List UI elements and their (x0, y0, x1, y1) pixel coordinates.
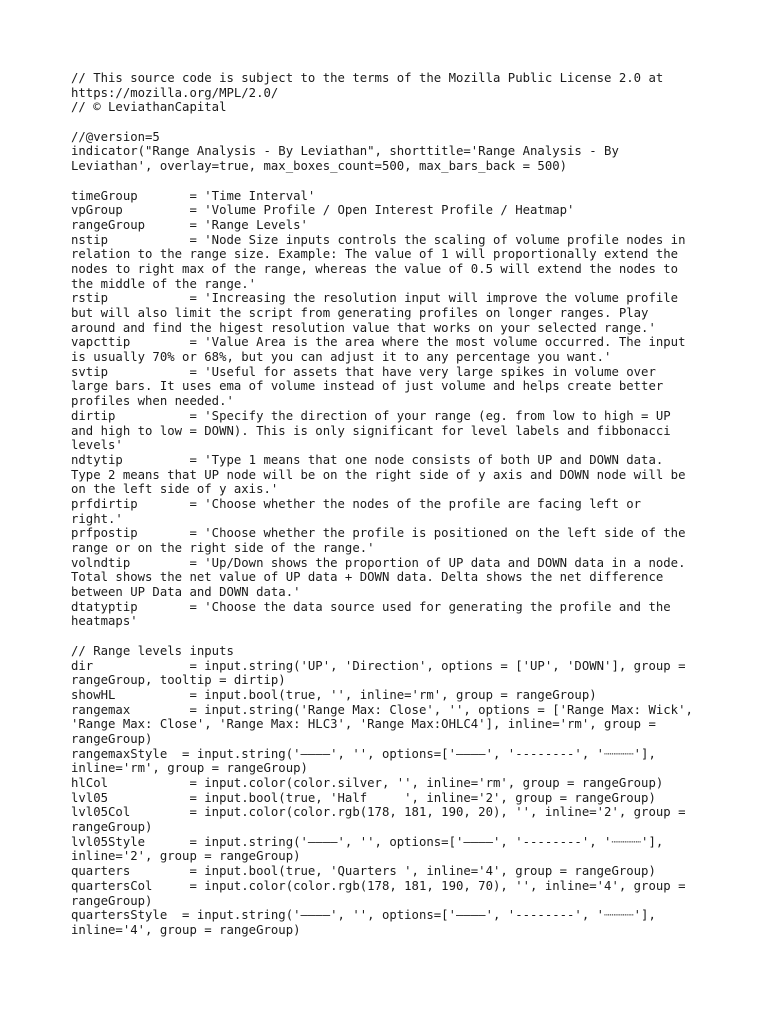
code-line: rangemaxStyle = input.string('————', '', options=['————', '--------', '┈┈┈┈'], (71, 746, 656, 761)
code-line: ndtytip = 'Type 1 means that one node consists of both UP and DOWN data. (71, 452, 664, 467)
code-line: volndtip = 'Up/Down shows the proportion of UP data and DOWN data in a node. (71, 555, 686, 570)
code-line: inline='4', group = rangeGroup) (71, 922, 301, 937)
code-line: dir = input.string('UP', 'Direction', options = ['UP', 'DOWN'], group = (71, 658, 686, 673)
code-line: large bars. It uses ema of volume instead of just volume and helps create better (71, 379, 664, 394)
code-line: hlCol = input.color(color.silver, '', inline='rm', group = rangeGroup) (71, 776, 664, 790)
code-line: nodes to right max of the range, whereas the value of 0.5 will extend the nodes to (71, 261, 679, 276)
code-line: lvl05 = input.bool(true, 'Half ', inline='2', group = rangeGroup) (71, 790, 656, 805)
blank-line (71, 115, 711, 130)
code-line: dtatyptip = 'Choose the data source used for generating the profile and the (71, 599, 671, 614)
blank-line (71, 629, 711, 644)
code-line: is usually 70% or 68%, but you can adjust it to any percentage you want.' (71, 350, 612, 365)
code-line: rangeGroup = 'Range Levels' (71, 217, 308, 232)
code-line: quartersCol = input.color(color.rgb(178, 181, 190, 70), '', inline='4', group = (71, 878, 686, 893)
code-line: https://mozilla.org/MPL/2.0/ (71, 85, 279, 100)
blank-line (71, 174, 711, 189)
code-line: rangeGroup) (71, 893, 153, 908)
code-line: quarters = input.bool(true, 'Quarters ', inline='4', group = rangeGroup) (71, 864, 656, 879)
code-line: quartersStyle = input.string('————', '', options=['————', '--------', '┈┈┈┈'], (71, 908, 656, 923)
code-line: the middle of the range.' (71, 276, 257, 291)
code-line: rangeGroup, tooltip = dirtip) (71, 673, 286, 688)
code-line: range or on the right side of the range.' (71, 541, 375, 555)
code-line: lvl05Style = input.string('————', '', options=['————', '--------', '┈┈┈┈'], (71, 834, 664, 849)
code-line: // © LeviathanCapital (71, 100, 227, 115)
code-line: between UP Data and DOWN data.' (71, 585, 301, 600)
code-line: rangeGroup) (71, 731, 153, 746)
code-line: rangeGroup) (71, 820, 153, 835)
code-line: rangemax = input.string('Range Max: Close', '', options = ['Range Max: Wick', (71, 702, 693, 717)
code-line: timeGroup = 'Time Interval' (71, 188, 316, 203)
code-line: heatmaps' (71, 614, 138, 629)
code-line: prfdirtip = 'Choose whether the nodes of the profile are facing left or (71, 496, 642, 511)
code-line: showHL = input.bool(true, '', inline='rm', group = rangeGroup) (71, 687, 597, 702)
code-line: 'Range Max: Close', 'Range Max: HLC3', 'Range Max:OHLC4'], inline='rm', group = (71, 717, 656, 732)
code-line: svtip = 'Useful for assets that have very large spikes in volume over (71, 364, 656, 379)
code-line: profiles when needed.' (71, 394, 234, 409)
code-line: //@version=5 (71, 129, 160, 144)
code-line: // This source code is subject to the terms of the Mozilla Public License 2.0 at (71, 71, 664, 85)
code-line: rstip = 'Increasing the resolution input will improve the volume profile (71, 291, 679, 306)
code-line: // Range levels inputs (71, 643, 234, 658)
code-line: prfpostip = 'Choose whether the profile is positioned on the left side of the (71, 526, 686, 541)
code-line: dirtip = 'Specify the direction of your range (eg. from low to high = UP (71, 408, 671, 423)
code-line: inline='2', group = rangeGroup) (71, 849, 301, 864)
code-line: levels' (71, 438, 123, 453)
code-line: Type 2 means that UP node will be on the right side of y axis and DOWN node will be (71, 467, 686, 482)
code-line: on the left side of y axis.' (71, 482, 279, 497)
code-line: inline='rm', group = rangeGroup) (71, 761, 308, 776)
code-line: indicator("Range Analysis - By Leviathan", shorttitle='Range Analysis - By (71, 144, 619, 159)
code-line: but will also limit the script from generating profiles on longer ranges. Play (71, 306, 649, 320)
code-line: relation to the range size. Example: The value of 1 will proportionally extend the (71, 247, 679, 262)
code-line: right.' (71, 511, 123, 526)
code-line: and high to low = DOWN). This is only significant for level labels and fibbonacci (71, 423, 671, 438)
code-line: nstip = 'Node Size inputs controls the scaling of volume profile nodes in (71, 232, 686, 247)
code-document (71, 71, 711, 938)
code-line: Leviathan', overlay=true, max_boxes_count=500, max_bars_back = 500) (71, 159, 568, 174)
code-line: around and find the higest resolution value that works on your selected range.' (71, 320, 656, 335)
code-line: vapcttip = 'Value Area is the area where the most volume occurred. The input (71, 335, 686, 350)
code-line: lvl05Col = input.color(color.rgb(178, 181, 190, 20), '', inline='2', group = (71, 805, 686, 820)
code-line: Total shows the net value of UP data + DOWN data. Delta shows the net difference (71, 570, 664, 585)
code-line: vpGroup = 'Volume Profile / Open Interest Profile / Heatmap' (71, 203, 575, 218)
